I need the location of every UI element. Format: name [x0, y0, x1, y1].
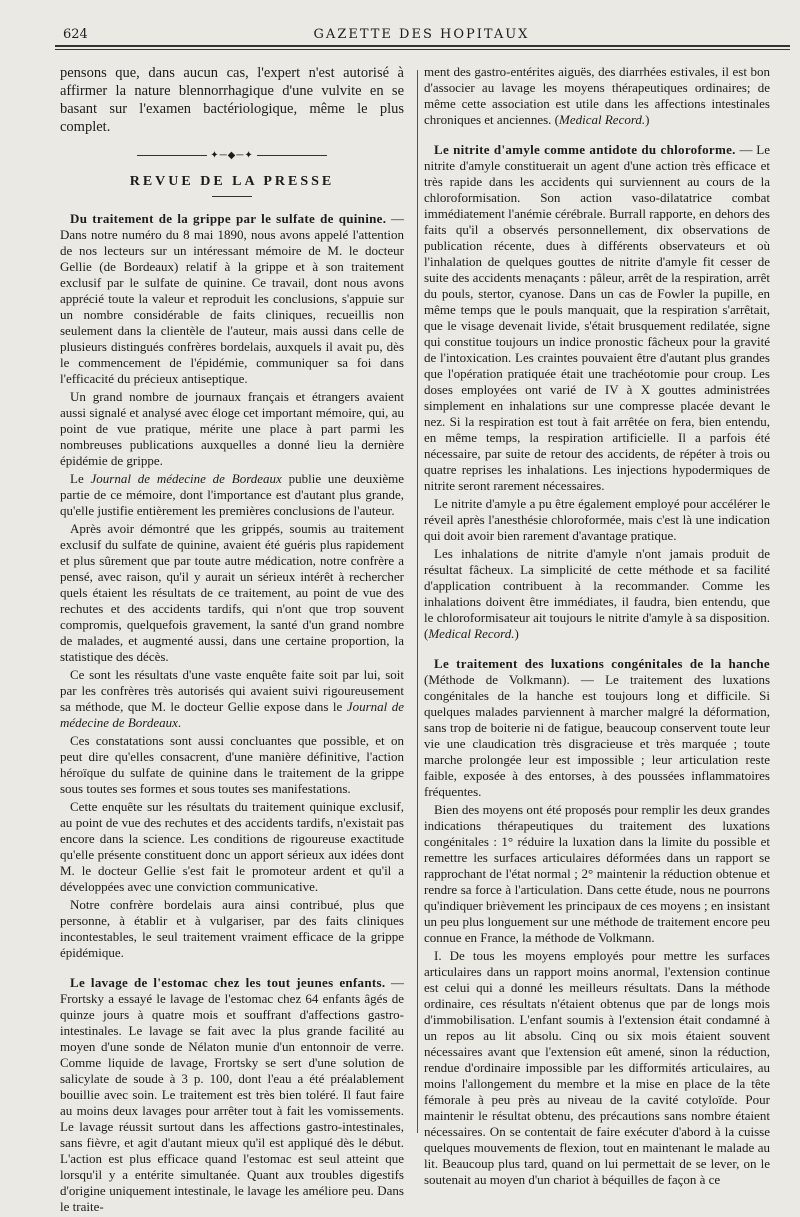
article-luxations-p2: Bien des moyens ont été proposés pour remplir les deux grandes indications thérapeutiques du traitement des luxations congénitales : 1° réduire la luxation dans la limite du possible et remettre les surfaces articulaires déformées dans un rapport se rapprochant de l'état normal ; 2° maintenir la réduction obtenue et rendre sa force à l'articulation. Dans cette étude, nous ne pourrons qu'indiquer brièvement les principaux de ces moyens ; en insistant un peu plus longuement sur une méthode de traitement encore peu connue en France, la méthode de Volkmann. — [424, 802, 770, 945]
article-grippe-p4: Après avoir démontré que les grippés, soumis au traitement exclusif du sulfate de quinine, avaient été guéris plus rapidement et plus sûrement que par toute autre médication, notre confrère a pensé, avec raison, qu'il y aurait un sérieux intérêt à rechercher quels étaient les résultats de ce traitement, au point de vue des rechutes et des accidents tardifs, qui n'ont que trop souvent compromis, quelquefois gravement, la santé d'un grand nombre de malades, et augmenté aussi, dans une certaine proportion, la statistique des décès. — [60, 521, 404, 664]
column-divider — [417, 70, 418, 1133]
article-grippe-p2: Un grand nombre de journaux français et étrangers avaient aussi signalé et analysé avec éloge cet important mémoire, qui, au point de vue pratique, mérite une place à part parmi les nombreuses publications auxquelles a donné lieu la dernière épidémie de grippe. — [60, 389, 404, 468]
article-grippe-p3: Le Journal de médecine de Bordeaux publie une deuxième partie de ce mémoire, dont l'importance est d'autant plus grande, qu'elle justifie entièrement les premières conclusions de l'auteur. — [60, 471, 404, 518]
article-nitrite-p1: Le nitrite d'amyle comme antidote du chloroforme. — Le nitrite d'amyle constituerait un agent d'une action très efficace et très rapide dans les accidents qui surviennent au cours de la chloroformisation. Son action vaso-dilatatrice combat immédiatement l'anémie cérébrale. Burrall rapporte, en dehors des faits qu'il a observés personnellement, dix observations de publication récente, dues à différents observateurs et où l'inhalation de quelques gouttes de nitrite d'amyle fit cesser de suite des accidents menaçants : pâleur, arrêt de la respiration, arrêt du pouls, stertor, cyanose. Dans un cas de Fowler la pupille, en même temps que le pouls manquait, que la respiration s'arrêtait, que le visage devenait livide, s'était brusquement redilatée, signe qui constitue toujours un indice pronostic fâcheux pour la gravité de l'intoxication. Les craintes pouvaient être d'autant plus grandes que l'opération pratiquée était une trachéotomie pour croup. Les doses employées ont varié de IV à X gouttes administrées simplement en inhalations sur une compresse placée devant le nez. Si la respiration est tout à fait arrêtée on fera, bien entendu, en même temps, la respiration artificielle. Il a parfois été nécessaire, par suite de retour des accidents, de répéter à trois ou quatre reprises les inhalations. Les injections hypodermiques de nitrite seront rarement nécessaires. — [424, 142, 770, 493]
left-column — [60, 64, 404, 1217]
page-header — [55, 22, 788, 44]
article-grippe-p6: Ces constatations sont aussi concluantes que possible, et on peut dire qu'elles consacrent, d'une manière définitive, l'action héroïque du sulfate de quinine dans le traitement de la grippe sous toutes ses formes et sous toutes ses manifestations. — [60, 733, 404, 796]
ornament-divider: ✦─◆─✦ — [60, 148, 404, 164]
right-column — [424, 64, 770, 1190]
article-luxations-p1: Le traitement des luxations congénitales de la hanche (Méthode de Volkmann). — Le traitement des luxations congénitales de la hanche est toujours long et difficile. Si quelques malades parviennent à marcher malgré la déformation, sans trop de boiterie ni de fatigue, beaucoup conservent toute leur vie une claudication très disgracieuse et très marquée ; toute marche prolongée leur est impossible ; leur articulation reste faible, exposée à des entorses, à des poussées inflammatoires fréquentes. — [424, 656, 770, 799]
article-grippe-p8: Notre confrère bordelais aura ainsi contribué, plus que personne, à établir et à vulgariser, par des faits cliniques incontestables, le seul traitement vraiment efficace de la grippe épidémique. — [60, 897, 404, 960]
article-grippe-p7: Cette enquête sur les résultats du traitement quinique exclusif, au point de vue des rechutes et des accidents tardifs, n'existait pas encore dans la science. Les conditions de rigoureuse exactitude qu'elle présente constituent donc un apport sérieux aux idées dont M. le docteur Gellie s'est fait le promoteur ardent et qu'il a développées avec une conviction communicative. — [60, 799, 404, 894]
header-rule-thin — [55, 49, 790, 50]
section-title: REVUE DE LA PRESSE — [129, 174, 335, 189]
article-title-luxations: Le traitement des luxations congénitales de la hanche — [434, 656, 770, 671]
article-title-nitrite: Le nitrite d'amyle comme antidote du chloroforme. — [434, 142, 736, 157]
header-rule — [55, 45, 790, 47]
article-nitrite-p2: Le nitrite d'amyle a pu être également employé pour accélérer le réveil après l'anesthésie chloroformée, mais c'est là une indication qui doit avoir bien rarement d'avantage pratique. — [424, 496, 770, 543]
running-title: GAZETTE DES HOPITAUX — [313, 27, 530, 42]
article-luxations-p3: I. De tous les moyens employés pour mettre les surfaces articulaires dans un rapport moins anormal, l'extension continue est celui qui a donné les meilleurs résultats. Dans la méthode ordinaire, ces résultats n'étaient obtenus que par de longs mois d'immobilisation. L'enfant soumis à l'extension était condamné à un repos au lit absolu. Cinq ou six mois étaient souvent nécessaires avant que l'extension eût amené, sinon la réduction, rendue d'ordinaire impossible par les difformités articulaires, au moins l'allongement du membre et la mise en place de la tête fémorale à peu près au niveau de la cavité cotyloïde. Pour maintenir le résultat obtenu, des précautions sans nombre étaient nécessaires. On se contentait de faire exécuter d'abord à la cuisse quelques mouvements de flexion, tout en maintenant le malade au lit. Beaucoup plus tard, quand on lui permettait de se lever, on le soutenait au moyen d'un chariot à béquilles de façon à ce — [424, 948, 770, 1187]
article-lavage-p1: Le lavage de l'estomac chez les tout jeunes enfants. — Frortsky a essayé le lavage de l'estomac chez 64 enfants âgés de quinze jours à quatre mois et souffrant d'affections gastro-intestinales. Le lavage se fait avec la plus grande facilité au moyen d'une sonde de Nélaton munie d'un entonnoir de verre. Comme liquide de lavage, Frortsky se sert d'une solution de salicylate de soude à 3 p. 100, dont l'eau a été préalablement bouillie avec soin. Le traitement est très bien toléré. Il faut faire au moins deux lavages pour arrêter tout à fait les vomissements. Le lavage réussit surtout dans les affections gastro-intestinales, sans fièvre, et agit d'autant mieux qu'il est appliqué dès le début. L'action est plus efficace quand l'estomac est seul atteint que lorsqu'il y a entérite simultanée. Quant aux troubles digestifs d'origine uniquement intestinale, le lavage les améliore peu. Dans le traite- — [60, 975, 405, 1214]
section-rule — [212, 196, 252, 197]
article-grippe-p5: Ce sont les résultats d'une vaste enquête faite soit par lui, soit par les confrères très autorisés qui avaient suivi rigoureusement sa méthode, que M. le docteur Gellie expose dans le Journal de médecine de Bordeaux. — [60, 667, 405, 730]
article-title-lavage: Le lavage de l'estomac chez les tout jeunes enfants. — [70, 975, 386, 990]
page-number: 624 — [63, 27, 88, 42]
article-nitrite-p3: Les inhalations de nitrite d'amyle n'ont jamais produit de résultat fâcheux. La simplicité de cette méthode et sa facilité d'application contribuent à la recommander. Comme les inhalations doivent être immédiates, il faudra, bien entendu, que le chloroformisateur ait toujours le nitrite d'amyle à sa disposition. (Medical Record.) — [424, 546, 770, 641]
article-lavage-continuation: ment des gastro-entérites aiguës, des diarrhées estivales, il est bon d'associer au lavage les moyens thérapeutiques ordinaires; de même cette association est utile dans les affections intestinales chroniques et anciennes. (Medical Record.) — [424, 64, 770, 127]
article-grippe-p1: Du traitement de la grippe par le sulfate de quinine. — Dans notre numéro du 8 mai 1890, nous avons appelé l'attention de nos lecteurs sur un intéressant mémoire de M. le docteur Gellie (de Bordeaux) relatif à la grippe et à son traitement exclusif par le sulfate de quinine. Ce travail, dont nous avons apprécié toute la valeur et reproduit les conclusions, s'appuie sur un nombre considérable de faits cliniques, recueillis non seulement dans la clientèle de l'auteur, mais aussi dans celle de plusieurs distingués confrères bordelais, auxquels il avait pu, dès le commencement de l'épidémie, communiquer sa foi dans l'efficacité du précieux antiseptique. — [60, 211, 404, 386]
article-title-grippe: Du traitement de la grippe par le sulfate de quinine. — [70, 211, 387, 226]
intro-paragraph: pensons que, dans aucun cas, l'expert n'est autorisé à affirmer la nature blennorrhagique d'une vulvite en se basant sur l'examen bactériologique, même le plus complet. — [60, 65, 404, 135]
